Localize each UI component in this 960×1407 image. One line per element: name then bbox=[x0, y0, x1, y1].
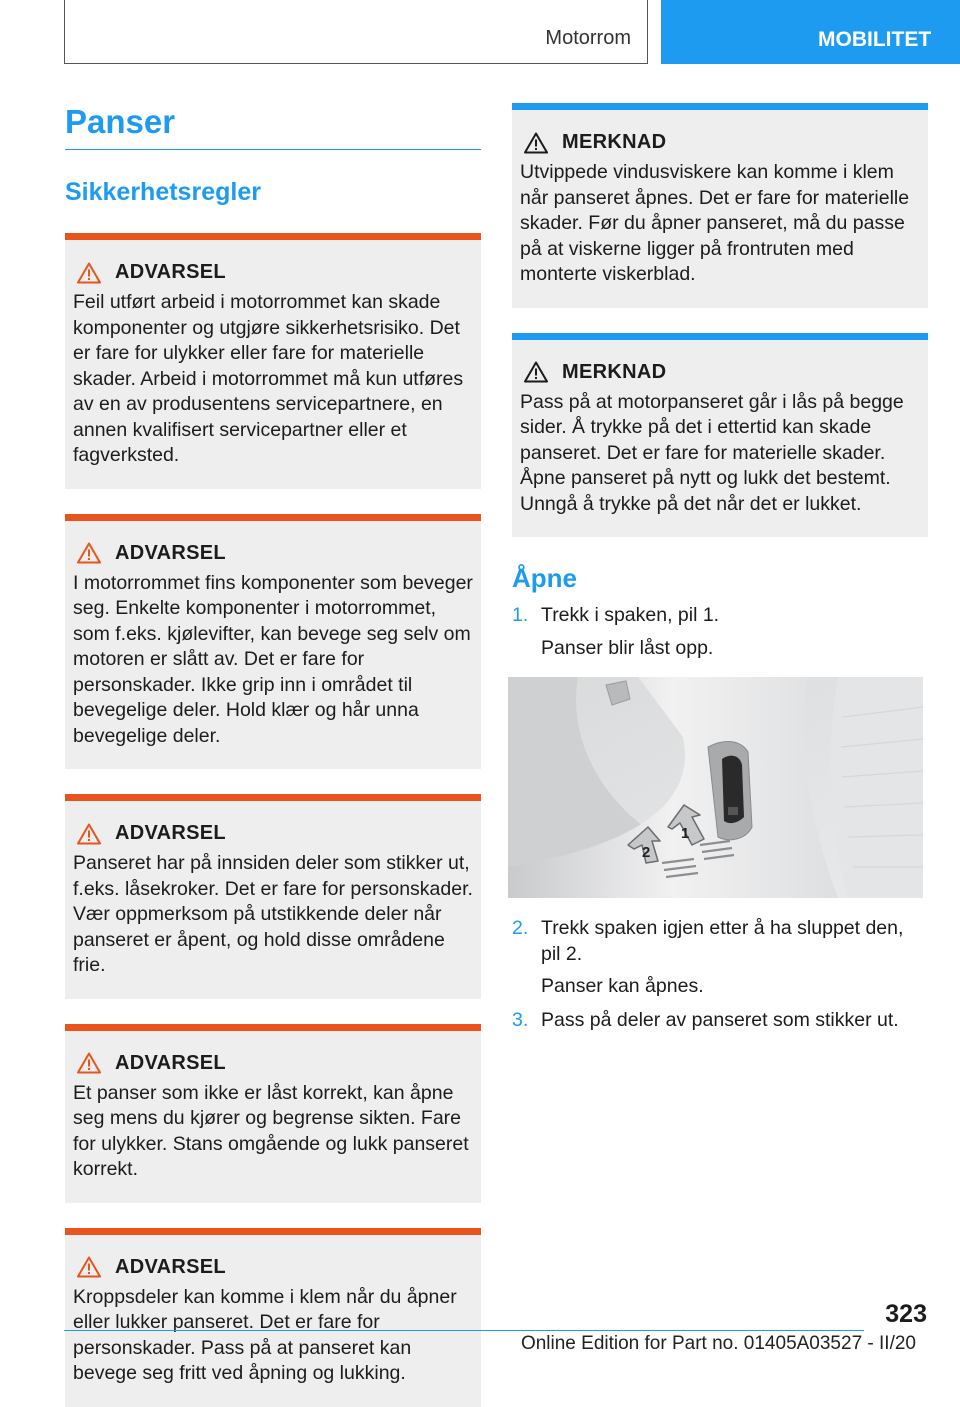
warning-box bbox=[65, 1228, 481, 1407]
section-title: Sikkerhetsregler bbox=[65, 178, 261, 206]
note-box bbox=[512, 333, 928, 538]
warning-title: ADVARSEL bbox=[115, 541, 226, 564]
warning-triangle-icon bbox=[77, 1052, 101, 1074]
arrow-2-label: 2 bbox=[642, 844, 651, 861]
warning-title: ADVARSEL bbox=[115, 822, 226, 844]
note-title: MERKNAD bbox=[562, 360, 667, 383]
caution-triangle-icon bbox=[524, 132, 548, 154]
warning-header bbox=[73, 542, 473, 565]
note-title: MERKNAD bbox=[562, 131, 667, 153]
note-text: Utvippede vindusviskere kan komme i klem når panseret åpnes. Det er fare for materielle skader. Før du åpner panseret, må du passe på at viskerne ligger på frontruten med monterte viskerblad. bbox=[520, 161, 910, 285]
step-number: 3. bbox=[512, 1008, 529, 1031]
page-title: Panser bbox=[65, 100, 481, 150]
step-text: Pass på deler av panseret som stikker ut. bbox=[541, 1008, 899, 1031]
warning-header bbox=[73, 822, 473, 845]
footer-divider bbox=[64, 1330, 864, 1331]
footer-edition: Online Edition for Part no. 01405A03527 - II/20 bbox=[520, 1333, 916, 1354]
warning-title: ADVARSEL bbox=[115, 261, 226, 283]
right-column bbox=[512, 103, 928, 1033]
warning-box bbox=[65, 1024, 481, 1203]
warning-text: I motorrommet fins komponenter som beveger seg. Enkelte komponenter i motorrommet, som f.eks. kjølevifter, kan bevege seg selv om motoren er slått av. Det er fare for personskader. Ikke grip inn i området til bevegelige deler. Hold klær og hår unna bevegelige deler. bbox=[73, 571, 473, 747]
left-column bbox=[65, 100, 481, 1407]
warning-header bbox=[73, 261, 473, 284]
note-header bbox=[520, 361, 920, 384]
warning-triangle-icon bbox=[77, 1256, 101, 1278]
step-result: Panser blir låst opp. bbox=[541, 636, 714, 659]
warning-text: Kroppsdeler kan komme i klem når du åpner eller lukker panseret. Det er fare for personskader. Pass på at panseret kan bevege seg fritt ved åpning og lukking. bbox=[73, 1285, 457, 1384]
arrow-1-label: 1 bbox=[681, 825, 690, 842]
note-box bbox=[512, 103, 928, 308]
warning-box bbox=[65, 514, 481, 770]
open-section-title: Åpne bbox=[512, 563, 577, 593]
warning-triangle-icon bbox=[77, 262, 101, 284]
step-number: 2. bbox=[512, 917, 529, 939]
step-text: Trekk i spaken, pil 1. bbox=[541, 604, 720, 626]
caution-triangle-icon bbox=[524, 361, 548, 383]
warning-box bbox=[65, 794, 481, 999]
header-chapter-tab bbox=[661, 0, 960, 64]
header-section-label: Motorrom bbox=[545, 27, 631, 49]
warning-header bbox=[73, 1256, 473, 1279]
step-text: Trekk spaken igjen etter å ha sluppet den, pil 2. bbox=[541, 917, 904, 965]
warning-text: Feil utført arbeid i motorrommet kan skade komponenter og utgjøre sikkerhetsrisiko. Det er fare for ulykker eller fare for materielle skader. Arbeid i motorrommet må kun utføres av en av produsentens servicepartnere, en annen kvalifisert servicepartner eller et fagverksted. bbox=[73, 291, 464, 466]
instruction-step bbox=[512, 603, 928, 629]
instruction-step bbox=[512, 916, 928, 967]
warning-triangle-icon bbox=[77, 823, 101, 845]
header-section-box bbox=[64, 0, 648, 64]
warning-title: ADVARSEL bbox=[115, 1051, 226, 1074]
warning-box bbox=[65, 233, 481, 489]
warning-text: Et panser som ikke er låst korrekt, kan åpne seg mens du kjører og begrense sikten. Fare for ulykker. Stans omgående og lukk panseret korrekt. bbox=[73, 1081, 469, 1180]
header-chapter-label: MOBILITET bbox=[818, 28, 932, 51]
note-text: Pass på at motorpanseret går i lås på begge sider. Å trykke på det i ettertid kan skade panseret. Det er fare for materielle skader. Åpne panseret på nytt og lukk det bestemt. Unngå å trykke på det når det er lukket. bbox=[520, 390, 904, 515]
hood-release-lever-illustration bbox=[508, 677, 923, 898]
instruction-step bbox=[512, 1008, 928, 1034]
warning-triangle-icon bbox=[77, 542, 101, 564]
note-header bbox=[520, 131, 920, 154]
page-number: 323 bbox=[885, 1300, 927, 1328]
warning-title: ADVARSEL bbox=[115, 1255, 226, 1278]
step-result: Panser kan åpnes. bbox=[541, 975, 704, 997]
warning-text: Panseret har på innsiden deler som stikker ut, f.eks. låsekroker. Det er fare for personskader. Vær oppmerksom på utstikkende deler når panseret er åpent, og hold disse områdene frie. bbox=[73, 852, 473, 976]
step-number: 1. bbox=[512, 604, 529, 626]
warning-header bbox=[73, 1052, 473, 1075]
